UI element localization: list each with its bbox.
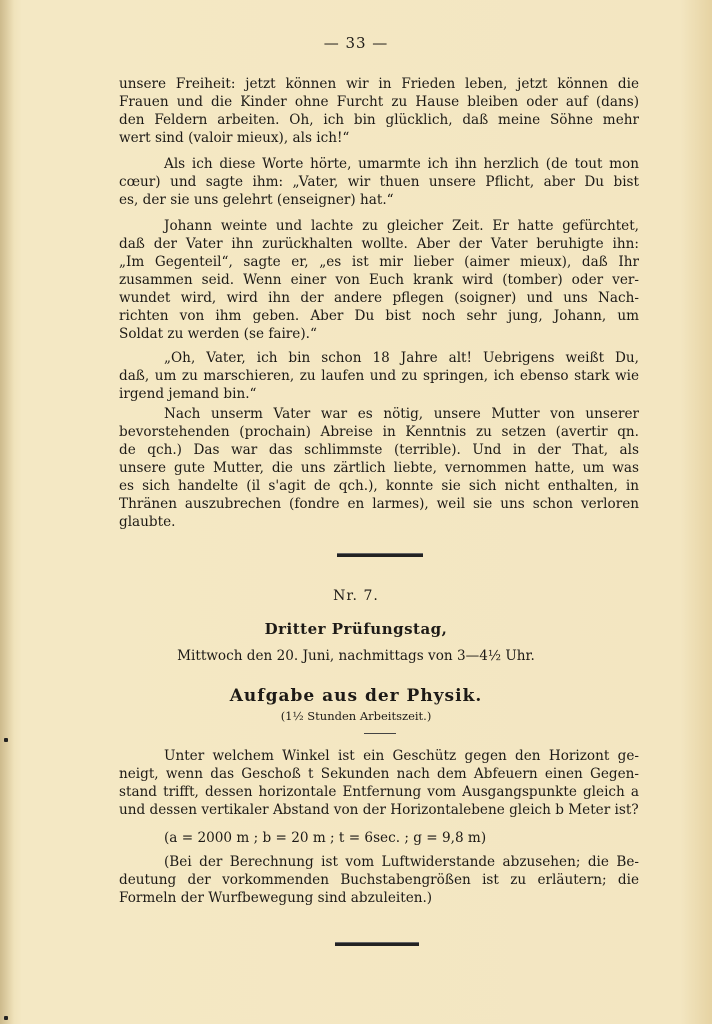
text-line: Als ich diese Worte hörte, umarmte ich ihn herzlich (de tout mon	[164, 156, 639, 172]
text-line: es, der sie uns gelehrt (enseigner) hat.“	[119, 192, 394, 208]
task-duration: (1½ Stunden Arbeitszeit.)	[280, 709, 432, 723]
text-line: stand trifft, dessen horizontale Entfernung vom Ausgangspunkte gleich a	[119, 784, 639, 800]
margin-mark	[4, 738, 8, 742]
margin-mark	[4, 1016, 8, 1020]
text-line: wert sind (valoir mieux), als ich!“	[119, 130, 350, 146]
paragraph-4	[119, 350, 639, 404]
task-title: Aufgabe aus der Physik.	[229, 686, 483, 706]
text-line: und dessen vertikaler Abstand von der Horizontalebene gleich b Meter ist?	[119, 802, 639, 818]
text-line: glaubte.	[119, 514, 176, 530]
text-line: Johann weinte und lachte zu gleicher Zeit. Er hatte gefürchtet,	[164, 218, 639, 234]
text-line: Thränen auszubrechen (fondre en larmes), weil sie uns schon verloren	[119, 496, 639, 512]
formula: (a = 2000 m ; b = 20 m ; t = 6sec. ; g = 9,8 m)	[164, 830, 487, 846]
section-title: Dritter Prüfungstag,	[264, 620, 448, 638]
small-divider	[364, 733, 396, 734]
binding-shadow	[0, 0, 14, 1024]
text-line: Formeln der Wurfbewegung sind abzuleiten.)	[119, 890, 433, 906]
section-number: Nr. 7.	[333, 588, 379, 604]
text-line: cœur) und sagte ihm: „Vater, wir thuen unsere Pflicht, aber Du bist	[119, 174, 639, 190]
text-line: Frauen und die Kinder ohne Furcht zu Hause bleiben oder auf (dans)	[119, 94, 639, 110]
text-line: bevorstehenden (prochain) Abreise in Kenntnis zu setzen (avertir qn.	[119, 424, 639, 440]
text-line: „Im Gegenteil“, sagte er, „es ist mir lieber (aimer mieux), daß Ihr	[119, 254, 639, 270]
text-line: richten von ihm geben. Aber Du bist noch sehr jung, Johann, um	[119, 308, 639, 324]
text-line: den Feldern arbeiten. Oh, ich bin glücklich, daß meine Söhne mehr	[119, 112, 639, 128]
bottom-divider	[335, 942, 419, 946]
text-line: Nach unserm Vater war es nötig, unsere Mutter von unserer	[164, 406, 639, 422]
text-line: unsere gute Mutter, die uns zärtlich liebte, vernommen hatte, um was	[119, 460, 639, 476]
text-line: (Bei der Berechnung ist vom Luftwiderstande abzusehen; die Be-	[164, 854, 639, 870]
text-line: zusammen seid. Wenn einer von Euch krank wird (tomber) oder ver-	[119, 272, 639, 288]
text-line: daß der Vater ihn zurückhalten wollte. Aber der Vater beruhigte ihn:	[119, 236, 639, 252]
text-line: es sich handelte (il s'agit de qch.), konnte sie sich nicht enthalten, in	[119, 478, 639, 494]
paragraph-2	[119, 156, 639, 210]
task-text	[119, 748, 639, 820]
paragraph-5	[119, 406, 639, 532]
text-line: de qch.) Das war das schlimmste (terrible). Und in der That, als	[119, 442, 639, 458]
text-line: Soldat zu werden (se faire).“	[119, 326, 317, 342]
text-line: „Oh, Vater, ich bin schon 18 Jahre alt! Uebrigens weißt Du,	[164, 350, 639, 366]
text-line: deutung der vorkommenden Buchstabengrößen ist zu erläutern; die	[119, 872, 639, 888]
section-divider	[337, 553, 423, 557]
paragraph-3	[119, 218, 639, 344]
text-line: daß, um zu marschieren, zu laufen und zu springen, ich ebenso stark wie	[119, 368, 639, 384]
text-line: wundet wird, wird ihn der andere pflegen (soigner) und uns Nach-	[119, 290, 639, 306]
text-line: unsere Freiheit: jetzt können wir in Frieden leben, jetzt können die	[119, 76, 639, 92]
text-line: irgend jemand bin.“	[119, 386, 257, 402]
text-line: neigt, wenn das Geschoß t Sekunden nach dem Abfeuern einen Gegen-	[119, 766, 639, 782]
text-line: Unter welchem Winkel ist ein Geschütz gegen den Horizont ge-	[164, 748, 639, 764]
note-text	[119, 854, 639, 908]
exam-date: Mittwoch den 20. Juni, nachmittags von 3—4½ Uhr.	[177, 648, 535, 664]
paragraph-1	[119, 76, 639, 148]
page-number: — 33 —	[323, 34, 389, 52]
